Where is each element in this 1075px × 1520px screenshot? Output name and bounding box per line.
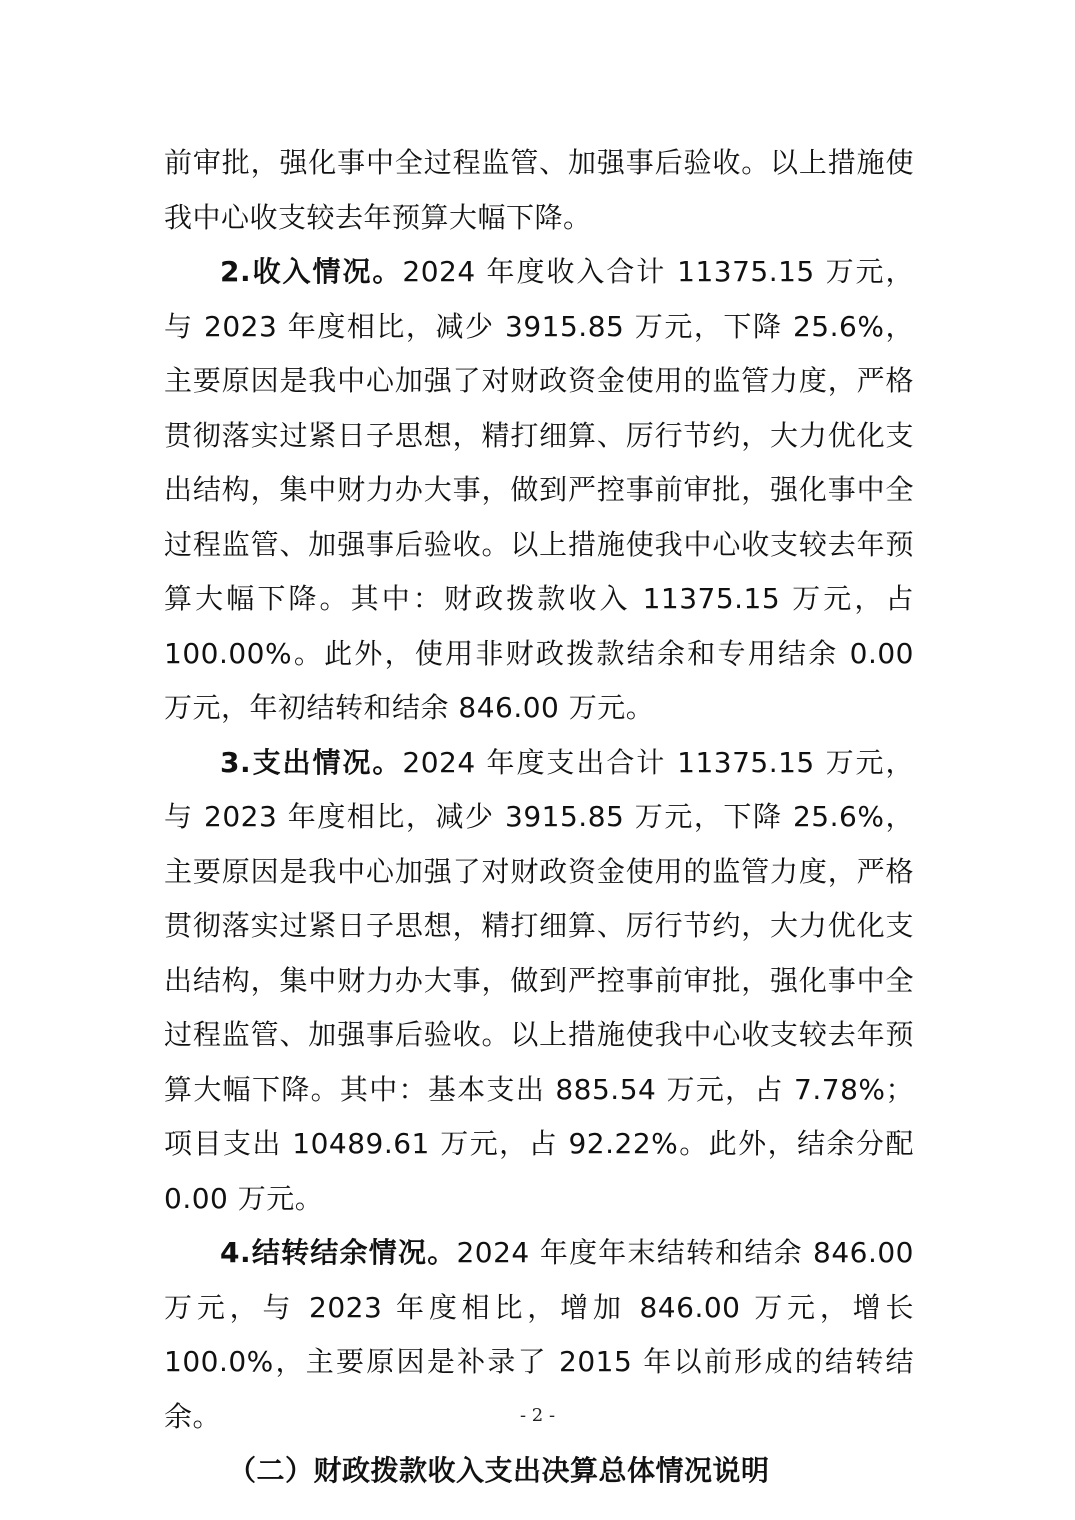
section-title-income: 2.收入情况。 — [220, 255, 403, 288]
section-title-expenditure: 3.支出情况。 — [220, 745, 403, 779]
paragraph-continued — [164, 136, 914, 245]
document-body — [164, 136, 914, 1499]
page-number: - 2 - — [519, 1405, 556, 1426]
paragraph-text: 前审批，强化事中全过程监管、加强事后验收。以上措施使我中心收支较去年预算大幅下降。 — [164, 146, 914, 234]
paragraph-text: 2024 年度年末结转和结余 846.00 万元，与 2023 年度相比，增加 846.00 万元，增长 100.0%，主要原因是补录了 2015 年以前形成的结转结余。 — [164, 1236, 914, 1433]
paragraph-text: 2024 年度支出合计 11375.15 万元，与 2023 年度相比，减少 3915.85 万元，下降 25.6%，主要原因是我中心加强了对财政资金使用的监管力度，严格贯彻落实过紧日子思想，精打细算、厉行节约，大力优化支出结构，集中财力办大事，做到严控事前审批，强化事中全过程监管、加强事后验收。以上措施使我中心收支较去年预算大幅下降。其中：基本支出 885.54 万元，占 7.78%；项目支出 10489.61 万元，占 92.22%。此外，结余分配 0.00 万元。 — [164, 745, 915, 1215]
section-title-carryover: 4.结转结余情况。 — [220, 1236, 457, 1269]
paragraph-income — [164, 245, 914, 736]
paragraph-expenditure — [164, 736, 914, 1227]
paragraph-text: 2024 年度收入合计 11375.15 万元，与 2023 年度相比，减少 3915.85 万元，下降 25.6%，主要原因是我中心加强了对财政资金使用的监管力度，严格贯彻落实过紧日子思想，精打细算、厉行节约，大力优化支出结构，集中财力办大事，做到严控事前审批，强化事中全过程监管、加强事后验收。以上措施使我中心收支较去年预算大幅下降。其中：财政拨款收入 11375.15 万元，占 100.00%。此外，使用非财政拨款结余和专用结余 0.00 万元，年初结转和结余 846.00 万元。 — [164, 255, 915, 724]
section-subheading: （二）财政拨款收入支出决算总体情况说明 — [228, 1454, 770, 1487]
